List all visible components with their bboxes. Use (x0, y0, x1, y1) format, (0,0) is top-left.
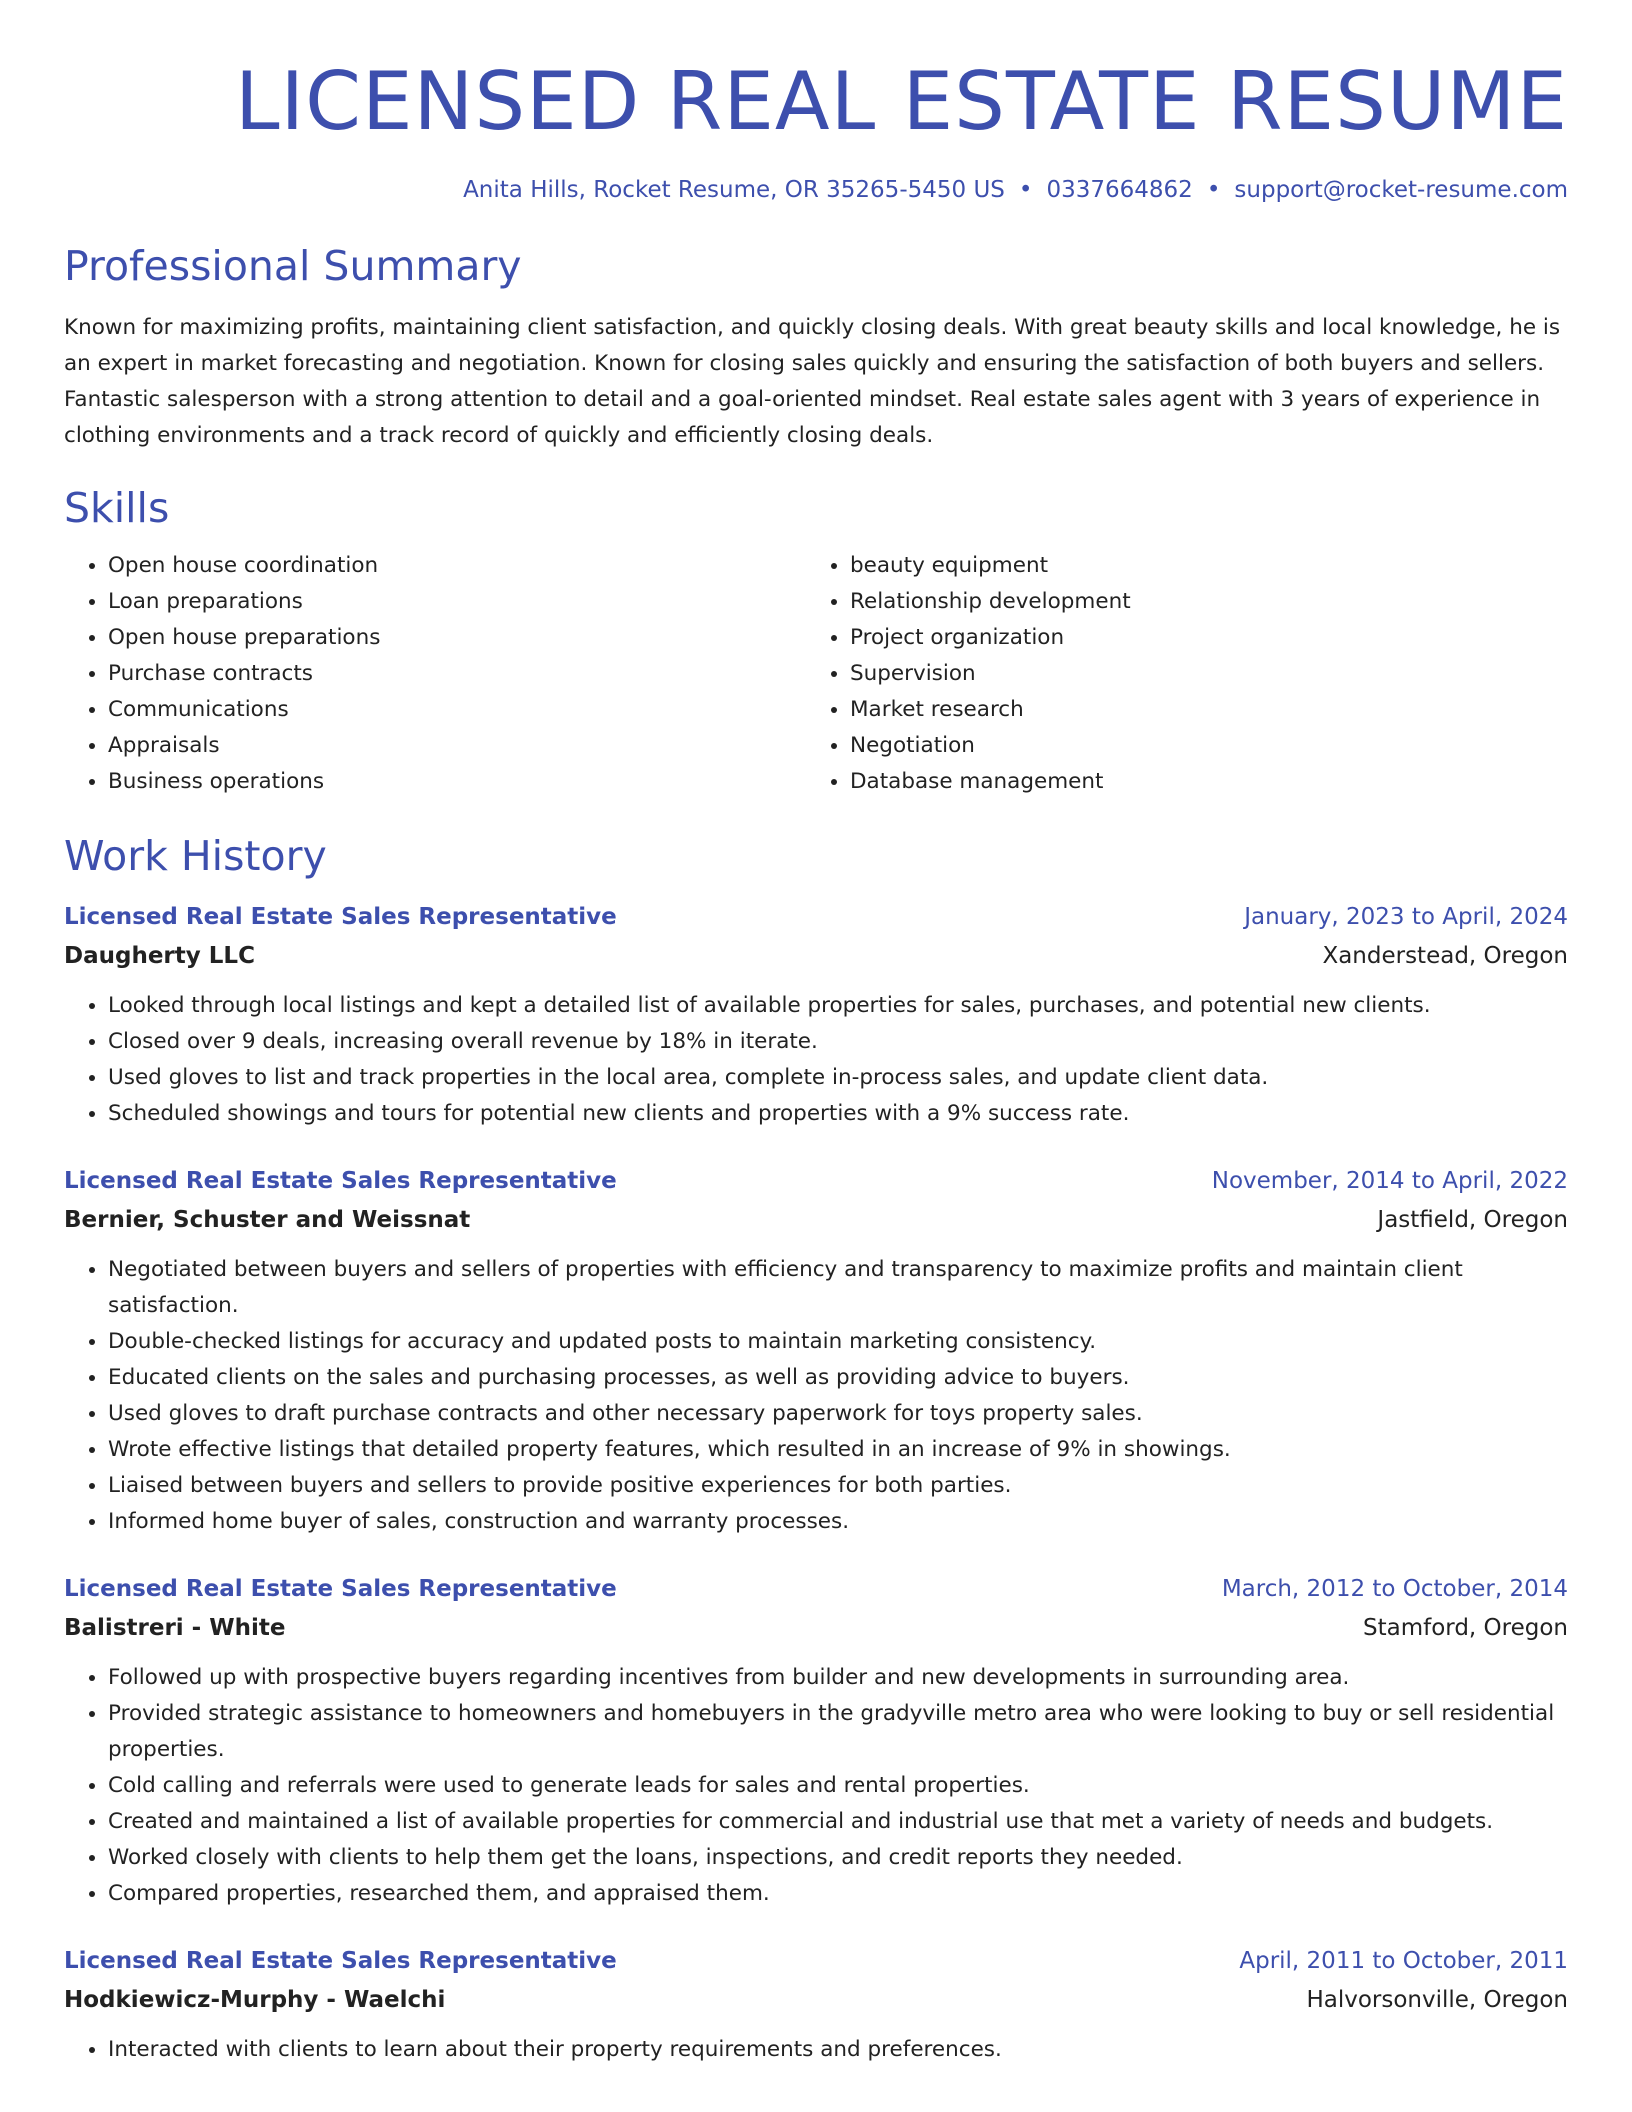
job-position: Licensed Real Estate Sales Representative (64, 1948, 617, 1974)
job-company: Daugherty LLC (64, 943, 255, 969)
skill-item: • Loan preparations (108, 584, 806, 620)
job-location: Halvorsonville, Oregon (1306, 1987, 1568, 2013)
job-bullet: • Informed home buyer of sales, construction and warranty processes. (108, 1504, 1568, 1540)
job-location: Stamford, Oregon (1362, 1615, 1568, 1641)
job-bullet: • Educated clients on the sales and purchasing processes, as well as providing advice to buyers. (108, 1360, 1568, 1396)
skill-item: • Market research (850, 692, 1548, 728)
contact-phone: 0337664862 (1046, 177, 1193, 203)
job-subheader (64, 1200, 1568, 1240)
job-bullets (64, 988, 1568, 1132)
skill-item: • Negotiation (850, 728, 1548, 764)
contact-email[interactable]: support@rocket-resume.com (1234, 177, 1568, 203)
job-bullet: • Liaised between buyers and sellers to provide positive experiences for both parties. (108, 1468, 1568, 1504)
job-company: Bernier, Schuster and Weissnat (64, 1207, 471, 1233)
job-location: Xanderstead, Oregon (1322, 943, 1568, 969)
job-subheader (64, 1608, 1568, 1648)
skill-item: • Supervision (850, 656, 1548, 692)
job-bullet: • Created and maintained a list of available properties for commercial and industrial use that met a variety of needs and budgets. (108, 1804, 1568, 1840)
job-subheader (64, 1980, 1568, 2020)
job-bullet: • Wrote effective listings that detailed property features, which resulted in an increase of 9% in showings. (108, 1432, 1568, 1468)
job-header (64, 1570, 1568, 1608)
section-heading-summary: Professional Summary (64, 242, 522, 290)
job-bullet: • Closed over 9 deals, increasing overall revenue by 18% in iterate. (108, 1024, 1568, 1060)
job-bullet: • Cold calling and referrals were used to generate leads for sales and rental properties. (108, 1768, 1568, 1804)
skill-item: • Purchase contracts (108, 656, 806, 692)
skill-item: • Open house coordination (108, 548, 806, 584)
job-bullet: • Looked through local listings and kept a detailed list of available properties for sales, purchases, and potential new clients. (108, 988, 1568, 1024)
job-bullet: • Used gloves to list and track properties in the local area, complete in-process sales, and update client data. (108, 1060, 1568, 1096)
job-bullets (64, 1252, 1568, 1540)
job-dates: November, 2014 to April, 2022 (1211, 1168, 1568, 1194)
job-bullet: • Followed up with prospective buyers regarding incentives from builder and new developments in surrounding area. (108, 1660, 1568, 1696)
job-header (64, 1942, 1568, 1980)
job-bullet: • Used gloves to draft purchase contracts and other necessary paperwork for toys property sales. (108, 1396, 1568, 1432)
skill-item: • beauty equipment (850, 548, 1548, 584)
job-company: Hodkiewicz-Murphy - Waelchi (64, 1987, 446, 2013)
job-bullet: • Double-checked listings for accuracy and updated posts to maintain marketing consistency. (108, 1324, 1568, 1360)
job-entry (64, 1942, 1568, 2068)
job-bullets (64, 2032, 1568, 2068)
job-location: Jastfield, Oregon (1377, 1207, 1568, 1233)
job-dates: April, 2011 to October, 2011 (1239, 1948, 1568, 1974)
job-bullet: • Scheduled showings and tours for potential new clients and properties with a 9% success rate. (108, 1096, 1568, 1132)
job-bullet: • Compared properties, researched them, and appraised them. (108, 1876, 1568, 1912)
skill-item: • Business operations (108, 764, 806, 800)
job-position: Licensed Real Estate Sales Representative (64, 904, 617, 930)
resume-title: LICENSED REAL ESTATE RESUME (234, 55, 1568, 148)
job-entry (64, 1162, 1568, 1540)
skills-column-left (64, 548, 806, 800)
job-dates: March, 2012 to October, 2014 (1221, 1576, 1568, 1602)
section-heading-skills: Skills (64, 484, 170, 532)
job-company: Balistreri - White (64, 1615, 286, 1641)
job-position: Licensed Real Estate Sales Representative (64, 1576, 617, 1602)
job-bullet: • Provided strategic assistance to homeowners and homebuyers in the gradyville metro area who were looking to buy or sell residential properties. (108, 1696, 1568, 1768)
job-entry (64, 898, 1568, 1132)
job-dates: January, 2023 to April, 2024 (1244, 904, 1568, 930)
job-subheader (64, 936, 1568, 976)
summary-text: Known for maximizing profits, maintaining client satisfaction, and quickly closing deals. With great beauty skills and local knowledge, he is an expert in market forecasting and negotiation. Known for closing sales quickly and ensuring the satisfaction of both buyers and sellers. Fantastic salesperson with a strong attention to detail and a goal-oriented mindset. Real estate sales agent with 3 years of experience in clothing environments and a track record of quickly and efficiently closing deals. (64, 315, 1561, 448)
contact-line (64, 172, 1568, 208)
skill-item: • Communications (108, 692, 806, 728)
skill-item: • Project organization (850, 620, 1548, 656)
skills-list (64, 548, 1568, 800)
section-heading-work-history: Work History (64, 832, 327, 880)
skill-item: • Database management (850, 764, 1548, 800)
contact-separator: • (1018, 177, 1033, 203)
contact-separator: • (1206, 177, 1221, 203)
job-bullet: • Negotiated between buyers and sellers of properties with efficiency and transparency to maximize profits and maintain client satisfaction. (108, 1252, 1568, 1324)
job-bullet: • Worked closely with clients to help them get the loans, inspections, and credit reports they needed. (108, 1840, 1568, 1876)
skill-item: • Open house preparations (108, 620, 806, 656)
skill-item: • Relationship development (850, 584, 1548, 620)
job-header (64, 898, 1568, 936)
job-header (64, 1162, 1568, 1200)
job-bullets (64, 1660, 1568, 1912)
job-entry (64, 1570, 1568, 1912)
job-bullet: • Interacted with clients to learn about their property requirements and preferences. (108, 2032, 1568, 2068)
skills-column-right (806, 548, 1548, 800)
job-position: Licensed Real Estate Sales Representative (64, 1168, 617, 1194)
skill-item: • Appraisals (108, 728, 806, 764)
contact-address: Anita Hills, Rocket Resume, OR 35265-5450 US (463, 177, 1005, 203)
